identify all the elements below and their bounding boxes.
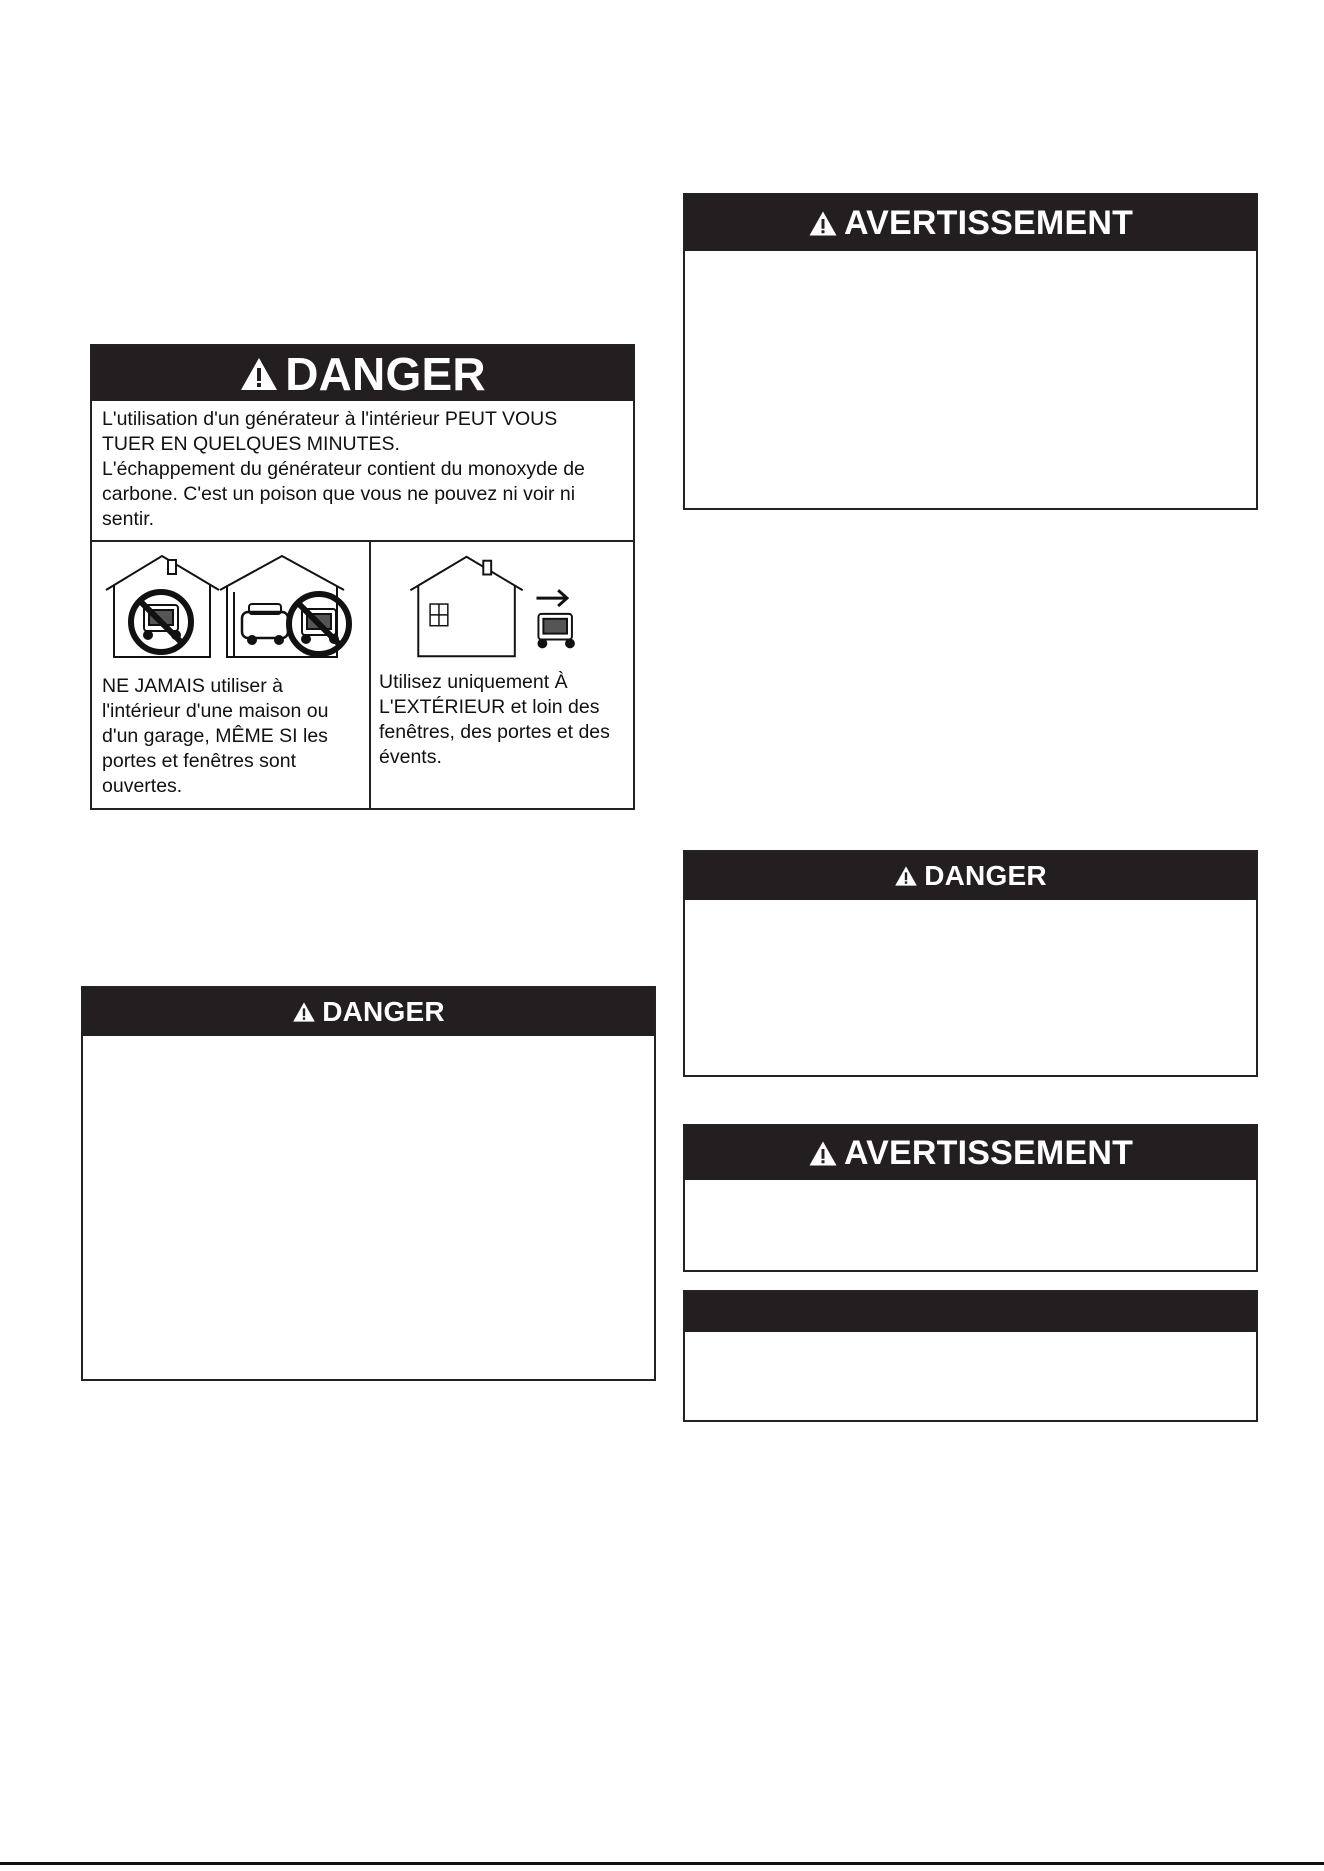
danger-box-title: DANGER [924, 860, 1047, 891]
caption-line: ouvertes. [102, 775, 183, 797]
arrow-right-icon [536, 590, 567, 606]
caption-line: évents. [379, 746, 442, 768]
warning-box-top [683, 193, 1258, 510]
danger-box-left [81, 986, 656, 1381]
house-icon [410, 557, 522, 656]
window-icon [430, 604, 448, 626]
house-icon [106, 556, 219, 657]
caption-line: d'un garage, MÊME SI les [102, 725, 328, 747]
prohibited-icon [289, 594, 349, 654]
warning-triangle-icon [894, 865, 918, 887]
outdoor-only-panel [371, 542, 633, 808]
warning-box-header [685, 195, 1256, 251]
warning-box-title: AVERTISSEMENT [843, 1133, 1134, 1172]
warning-box-bottom [683, 1124, 1258, 1272]
caption-line: fenêtres, des portes et des [379, 721, 610, 743]
danger-box-title: DANGER [322, 996, 445, 1027]
intro-line: TUER EN QUELQUES MINUTES. [102, 433, 400, 455]
notice-box [683, 1290, 1258, 1422]
warning-triangle-icon [808, 210, 838, 237]
bottom-rule [0, 1862, 1324, 1865]
caption-line: L'EXTÉRIEUR et loin des [379, 696, 600, 718]
prohibited-icon [131, 592, 191, 652]
warning-triangle-icon [808, 1140, 838, 1167]
caption-line: l'intérieur d'une maison ou [102, 700, 329, 722]
danger-label-header [92, 346, 633, 401]
caption-line: NE JAMAIS utiliser à [102, 675, 283, 697]
generator-icon [538, 614, 573, 647]
garage-icon [220, 556, 344, 657]
caption-line: portes et fenêtres sont [102, 750, 297, 772]
danger-label-intro [92, 401, 633, 542]
notice-box-header [685, 1292, 1256, 1332]
danger-box-right [683, 850, 1258, 1077]
intro-line: sentir. [102, 508, 155, 530]
danger-label-generator-indoor [90, 344, 635, 810]
caption-line: Utilisez uniquement À [379, 671, 568, 693]
warning-box-title: AVERTISSEMENT [843, 203, 1134, 242]
never-indoor-caption [102, 674, 328, 799]
warning-box-header [685, 1126, 1256, 1180]
intro-line: L'échappement du générateur contient du monoxyde de [102, 458, 585, 480]
outdoor-illustration [371, 542, 633, 672]
never-indoor-panel [92, 542, 371, 808]
danger-label-title: DANGER [285, 347, 486, 400]
indoor-prohibited-illustration [92, 542, 369, 672]
intro-line: carbone. C'est un poison que vous ne pouvez ni voir ni [102, 483, 576, 505]
outdoor-only-caption [379, 670, 610, 770]
danger-box-header [83, 988, 654, 1036]
warning-triangle-icon [239, 356, 279, 392]
danger-box-header [685, 852, 1256, 900]
warning-triangle-icon [292, 1001, 316, 1023]
intro-line: L'utilisation d'un générateur à l'intérieur PEUT VOUS [102, 408, 558, 430]
